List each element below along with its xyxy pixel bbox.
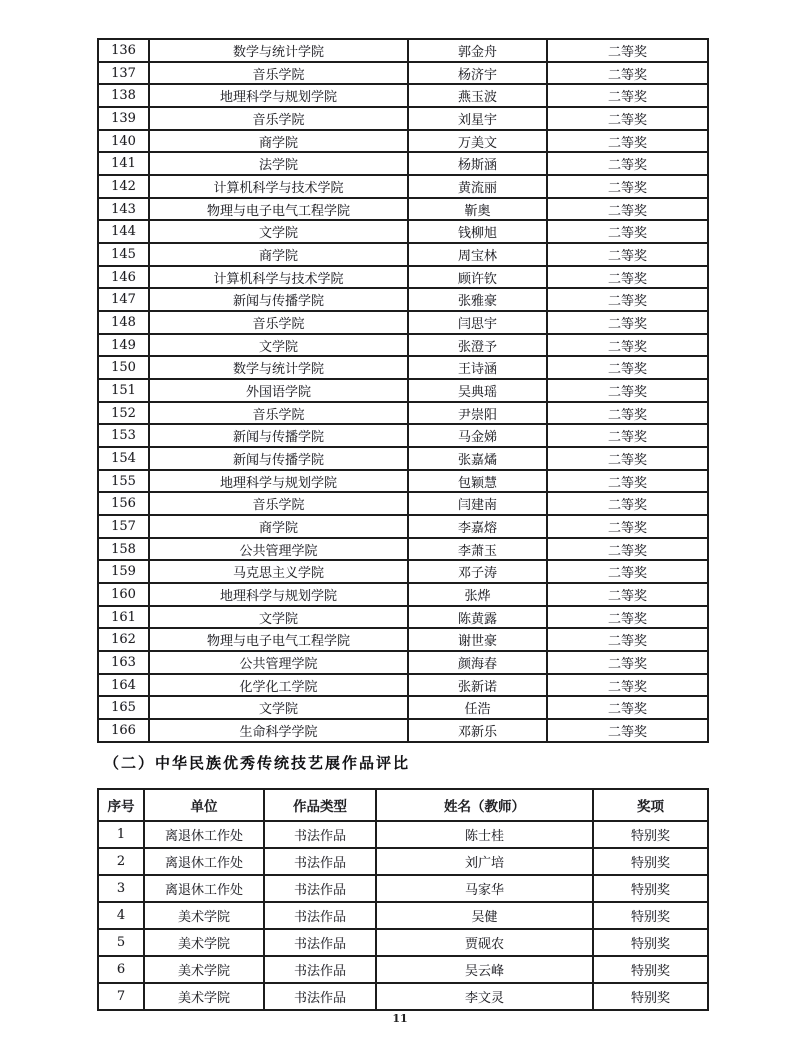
table-cell: 公共管理学院	[149, 651, 408, 674]
table-cell: 143	[98, 198, 149, 221]
table-cell: 147	[98, 288, 149, 311]
table-row	[98, 538, 708, 561]
table-cell: 地理科学与规划学院	[149, 84, 408, 107]
table-cell: 商学院	[149, 243, 408, 266]
table-cell: 137	[98, 62, 149, 85]
table-row	[98, 696, 708, 719]
award-table-body	[98, 39, 708, 742]
table-row	[98, 39, 708, 62]
table-row	[98, 424, 708, 447]
table-cell: 刘广培	[376, 848, 593, 875]
table-cell: 美术学院	[144, 956, 264, 983]
table-cell: 包颖慧	[408, 470, 547, 493]
table-row	[98, 560, 708, 583]
table-cell: 二等奖	[547, 492, 708, 515]
table-cell: 151	[98, 379, 149, 402]
table-cell: 闫思宇	[408, 311, 547, 334]
table-cell: 文学院	[149, 606, 408, 629]
table-cell: 书法作品	[264, 902, 376, 929]
table-cell: 二等奖	[547, 515, 708, 538]
table-cell: 音乐学院	[149, 62, 408, 85]
table-cell: 马家华	[376, 875, 593, 902]
award-table-continued	[97, 38, 709, 743]
table-row	[98, 583, 708, 606]
column-header: 姓名（教师）	[376, 789, 593, 821]
table-cell: 陈黄露	[408, 606, 547, 629]
column-header: 单位	[144, 789, 264, 821]
table-cell: 吴健	[376, 902, 593, 929]
table-cell: 外国语学院	[149, 379, 408, 402]
table-cell: 二等奖	[547, 152, 708, 175]
table-cell: 158	[98, 538, 149, 561]
table-cell: 音乐学院	[149, 107, 408, 130]
award-table-body	[98, 821, 708, 1010]
table-cell: 二等奖	[547, 175, 708, 198]
table-row	[98, 356, 708, 379]
table-cell: 黄流丽	[408, 175, 547, 198]
table-cell: 李文灵	[376, 983, 593, 1010]
table-cell: 5	[98, 929, 144, 956]
table-row	[98, 492, 708, 515]
table-row	[98, 956, 708, 983]
table-cell: 138	[98, 84, 149, 107]
table-cell: 2	[98, 848, 144, 875]
table-cell: 离退休工作处	[144, 848, 264, 875]
table-cell: 4	[98, 902, 144, 929]
table-row	[98, 62, 708, 85]
table-row	[98, 84, 708, 107]
table-row	[98, 130, 708, 153]
table-cell: 153	[98, 424, 149, 447]
column-header: 序号	[98, 789, 144, 821]
table-cell: 二等奖	[547, 288, 708, 311]
table-cell: 二等奖	[547, 334, 708, 357]
table-row	[98, 674, 708, 697]
table-row	[98, 152, 708, 175]
table-cell: 张新诺	[408, 674, 547, 697]
table-cell: 音乐学院	[149, 311, 408, 334]
table-cell: 王诗涵	[408, 356, 547, 379]
table-cell: 燕玉波	[408, 84, 547, 107]
table-cell: 贾砚农	[376, 929, 593, 956]
table-cell: 二等奖	[547, 39, 708, 62]
table-cell: 美术学院	[144, 902, 264, 929]
table-cell: 154	[98, 447, 149, 470]
table-cell: 邓新乐	[408, 719, 547, 742]
table-cell: 155	[98, 470, 149, 493]
table-cell: 万美文	[408, 130, 547, 153]
table-cell: 钱柳旭	[408, 220, 547, 243]
table-cell: 闫建南	[408, 492, 547, 515]
table-cell: 法学院	[149, 152, 408, 175]
table-cell: 二等奖	[547, 379, 708, 402]
table-cell: 生命科学学院	[149, 719, 408, 742]
table-cell: 离退休工作处	[144, 821, 264, 848]
table-cell: 李嘉熔	[408, 515, 547, 538]
table-row	[98, 470, 708, 493]
table-row	[98, 288, 708, 311]
table-cell: 二等奖	[547, 606, 708, 629]
table-cell: 二等奖	[547, 220, 708, 243]
table-cell: 141	[98, 152, 149, 175]
table-cell: 140	[98, 130, 149, 153]
table-row	[98, 515, 708, 538]
table-cell: 1	[98, 821, 144, 848]
table-row	[98, 402, 708, 425]
table-cell: 152	[98, 402, 149, 425]
table-cell: 尹崇阳	[408, 402, 547, 425]
table-cell: 计算机科学与技术学院	[149, 266, 408, 289]
table-cell: 156	[98, 492, 149, 515]
table-cell: 6	[98, 956, 144, 983]
table-cell: 刘星宇	[408, 107, 547, 130]
table-cell: 二等奖	[547, 62, 708, 85]
column-header: 奖项	[593, 789, 708, 821]
table-row	[98, 875, 708, 902]
table-cell: 二等奖	[547, 470, 708, 493]
table-cell: 音乐学院	[149, 492, 408, 515]
table-cell: 靳奥	[408, 198, 547, 221]
table-cell: 二等奖	[547, 628, 708, 651]
table-cell: 文学院	[149, 696, 408, 719]
table-cell: 文学院	[149, 220, 408, 243]
table-cell: 142	[98, 175, 149, 198]
table-row	[98, 902, 708, 929]
table-cell: 二等奖	[547, 560, 708, 583]
table-cell: 二等奖	[547, 243, 708, 266]
table-cell: 161	[98, 606, 149, 629]
table-cell: 特别奖	[593, 956, 708, 983]
table-cell: 公共管理学院	[149, 538, 408, 561]
table-cell: 144	[98, 220, 149, 243]
table-cell: 二等奖	[547, 198, 708, 221]
table-cell: 二等奖	[547, 311, 708, 334]
table-cell: 离退休工作处	[144, 875, 264, 902]
table-cell: 164	[98, 674, 149, 697]
table-cell: 郭金舟	[408, 39, 547, 62]
table-cell: 杨济宇	[408, 62, 547, 85]
table-row	[98, 266, 708, 289]
table-cell: 二等奖	[547, 107, 708, 130]
traditional-craft-award-table	[97, 788, 709, 1011]
column-header: 作品类型	[264, 789, 376, 821]
table-cell: 吴典瑶	[408, 379, 547, 402]
table-row	[98, 311, 708, 334]
table-cell: 139	[98, 107, 149, 130]
table-cell: 李萧玉	[408, 538, 547, 561]
table-cell: 二等奖	[547, 447, 708, 470]
table-cell: 145	[98, 243, 149, 266]
table-cell: 书法作品	[264, 983, 376, 1010]
table-cell: 杨斯涵	[408, 152, 547, 175]
table-cell: 书法作品	[264, 956, 376, 983]
table-cell: 张雅豪	[408, 288, 547, 311]
table-cell: 任浩	[408, 696, 547, 719]
table-cell: 新闻与传播学院	[149, 424, 408, 447]
table-cell: 邓子涛	[408, 560, 547, 583]
table-cell: 二等奖	[547, 651, 708, 674]
table-cell: 书法作品	[264, 929, 376, 956]
table-row	[98, 379, 708, 402]
table-row	[98, 719, 708, 742]
table-cell: 二等奖	[547, 356, 708, 379]
table-cell: 物理与电子电气工程学院	[149, 628, 408, 651]
table-cell: 二等奖	[547, 266, 708, 289]
table-cell: 颜海春	[408, 651, 547, 674]
table-cell: 149	[98, 334, 149, 357]
table-row	[98, 929, 708, 956]
table-row	[98, 983, 708, 1010]
table-row	[98, 220, 708, 243]
table-cell: 7	[98, 983, 144, 1010]
table-cell: 二等奖	[547, 538, 708, 561]
table-row	[98, 107, 708, 130]
table-cell: 二等奖	[547, 424, 708, 447]
table-cell: 地理科学与规划学院	[149, 470, 408, 493]
table-cell: 文学院	[149, 334, 408, 357]
table-cell: 特别奖	[593, 875, 708, 902]
table-row	[98, 651, 708, 674]
table-cell: 周宝林	[408, 243, 547, 266]
table-row	[98, 821, 708, 848]
table-cell: 张嘉燏	[408, 447, 547, 470]
table-cell: 3	[98, 875, 144, 902]
table-cell: 148	[98, 311, 149, 334]
table-cell: 162	[98, 628, 149, 651]
table-cell: 吴云峰	[376, 956, 593, 983]
table-cell: 特别奖	[593, 848, 708, 875]
table-cell: 160	[98, 583, 149, 606]
table-cell: 二等奖	[547, 696, 708, 719]
table-cell: 物理与电子电气工程学院	[149, 198, 408, 221]
table-cell: 陈士桂	[376, 821, 593, 848]
table-cell: 166	[98, 719, 149, 742]
table-row	[98, 628, 708, 651]
table-header-row	[98, 789, 708, 821]
table-cell: 马克思主义学院	[149, 560, 408, 583]
table-row	[98, 243, 708, 266]
table-cell: 化学化工学院	[149, 674, 408, 697]
table-cell: 150	[98, 356, 149, 379]
table-cell: 地理科学与规划学院	[149, 583, 408, 606]
table-cell: 数学与统计学院	[149, 39, 408, 62]
table-cell: 136	[98, 39, 149, 62]
table-cell: 二等奖	[547, 674, 708, 697]
table-cell: 157	[98, 515, 149, 538]
table-row	[98, 848, 708, 875]
table-cell: 马金娣	[408, 424, 547, 447]
table-row	[98, 606, 708, 629]
table-row	[98, 447, 708, 470]
table-cell: 计算机科学与技术学院	[149, 175, 408, 198]
table-cell: 书法作品	[264, 821, 376, 848]
table-cell: 146	[98, 266, 149, 289]
table-cell: 新闻与传播学院	[149, 447, 408, 470]
table-cell: 美术学院	[144, 983, 264, 1010]
table-cell: 张烨	[408, 583, 547, 606]
table-cell: 159	[98, 560, 149, 583]
table-cell: 二等奖	[547, 402, 708, 425]
table-row	[98, 334, 708, 357]
table-cell: 顾许钦	[408, 266, 547, 289]
table-cell: 商学院	[149, 130, 408, 153]
table-cell: 165	[98, 696, 149, 719]
table-cell: 书法作品	[264, 848, 376, 875]
table-row	[98, 175, 708, 198]
table-cell: 新闻与传播学院	[149, 288, 408, 311]
table-cell: 特别奖	[593, 929, 708, 956]
section-heading: （二）中华民族优秀传统技艺展作品评比	[104, 754, 411, 772]
table-cell: 特别奖	[593, 821, 708, 848]
table-cell: 163	[98, 651, 149, 674]
table-cell: 特别奖	[593, 902, 708, 929]
table-cell: 二等奖	[547, 130, 708, 153]
table-cell: 特别奖	[593, 983, 708, 1010]
table-cell: 二等奖	[547, 583, 708, 606]
table-cell: 谢世豪	[408, 628, 547, 651]
table-cell: 美术学院	[144, 929, 264, 956]
table-cell: 商学院	[149, 515, 408, 538]
table-cell: 书法作品	[264, 875, 376, 902]
table-row	[98, 198, 708, 221]
table-cell: 数学与统计学院	[149, 356, 408, 379]
table-cell: 音乐学院	[149, 402, 408, 425]
table-cell: 张澄予	[408, 334, 547, 357]
table-cell: 二等奖	[547, 719, 708, 742]
page-number: 11	[392, 1012, 408, 1025]
table-cell: 二等奖	[547, 84, 708, 107]
